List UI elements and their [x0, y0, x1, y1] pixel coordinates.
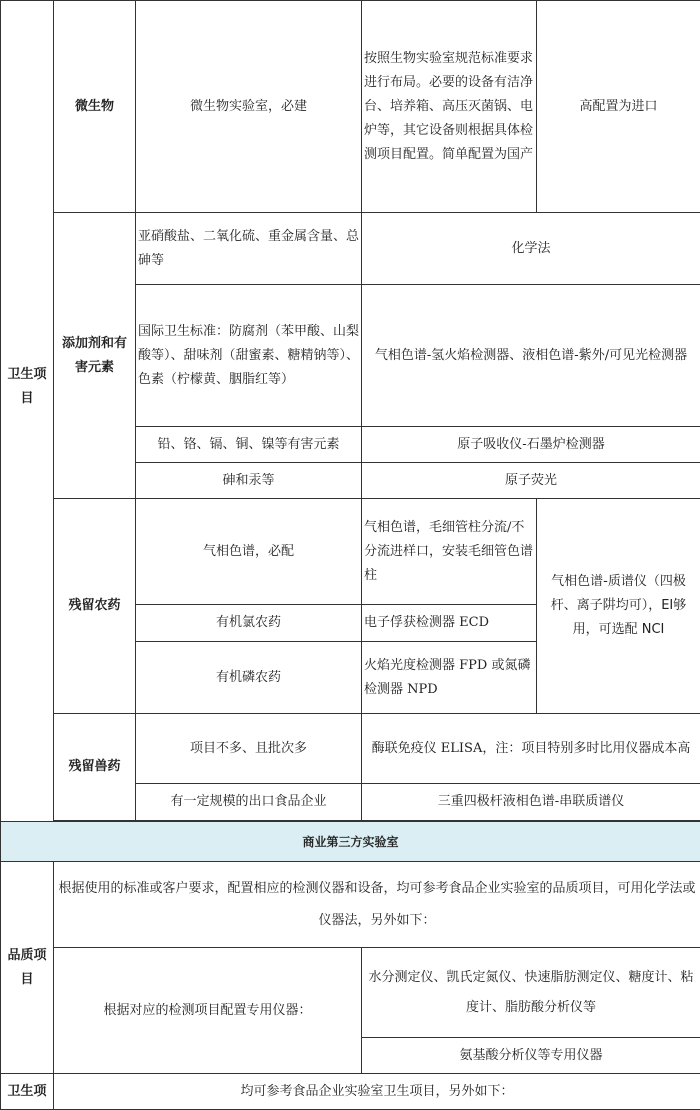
additive-method: 化学法: [362, 213, 700, 285]
quality-special-label: 根据对应的检测项目配置专用仪器：: [54, 948, 362, 1074]
hygiene-category-cell: 卫生项目: [1, 1, 54, 822]
pesticide-scope: 有机氯农药: [136, 605, 362, 642]
pesticide-method: 电子俘获检测器 ECD: [362, 605, 537, 642]
vet-category: 残留兽药: [54, 714, 136, 821]
hygiene2-text: 均可参考食品企业实验室卫生项目，另外如下：: [54, 1074, 700, 1110]
pesticide-category: 残留农药: [54, 499, 136, 714]
additive-method: 原子吸收仪-石墨炉检测器: [362, 427, 700, 463]
microbe-category: 微生物: [54, 1, 136, 213]
vet-method: 三重四极杆液相色谱-串联质谱仪: [362, 784, 700, 821]
pesticide-method: 火焰光度检测器 FPD 或氮磷检测器 NPD: [362, 642, 537, 714]
vet-scope: 项目不多、且批次多: [136, 714, 362, 784]
quality-special-item: 氨基酸分析仪等专用仪器: [362, 1038, 700, 1074]
microbe-scope: 微生物实验室，必建: [136, 1, 362, 213]
microbe-note: 高配置为进口: [537, 1, 700, 213]
additive-scope: 国际卫生标准：防腐剂（苯甲酸、山梨酸等）、甜味剂（甜蜜素、糖精钠等）、色素（柠檬黄、胭脂红等）: [136, 285, 362, 427]
additive-scope: 亚硝酸盐、二氧化硫、重金属含量、总砷等: [136, 213, 362, 285]
pesticide-scope: 气相色谱，必配: [136, 499, 362, 605]
additive-scope: 砷和汞等: [136, 463, 362, 499]
additive-scope: 铅、铬、镉、铜、镍等有害元素: [136, 427, 362, 463]
quality-intro: 根据使用的标准或客户要求，配置相应的检测仪器和设备，均可参考食品企业实验室的品质项目，可用化学法或仪器法，另外如下：: [54, 862, 700, 948]
additives-category: 添加剂和有害元素: [54, 213, 136, 499]
additive-method: 气相色谱-氢火焰检测器、液相色谱-紫外/可见光检测器: [362, 285, 700, 427]
quality-category: 品质项目: [1, 862, 54, 1074]
vet-scope: 有一定规模的出口食品企业: [136, 784, 362, 821]
pesticide-note: 气相色谱-质谱仪（四极杆、离子阱均可），EI够用，可选配 NCI: [537, 499, 700, 714]
pesticide-method: 气相色谱，毛细管柱分流/不分流进样口，安装毛细管色谱柱: [362, 499, 537, 605]
hygiene2-category: 卫生项: [1, 1074, 54, 1110]
section-title: 商业第三方实验室: [1, 822, 700, 862]
quality-special-item: 水分测定仪、凯氏定氮仪、快速脂肪测定仪、糖度计、粘度计、脂肪酸分析仪等: [362, 948, 700, 1038]
additive-method: 原子荧光: [362, 463, 700, 499]
microbe-equipment: 按照生物实验室规范标准要求进行布局。必要的设备有洁净台、培养箱、高压灭菌锅、电炉等，其它设备则根据具体检测项目配置。简单配置为国产: [362, 1, 537, 213]
pesticide-scope: 有机磷农药: [136, 642, 362, 714]
vet-method: 酶联免疫仪 ELISA，注：项目特别多时比用仪器成本高: [362, 714, 700, 784]
